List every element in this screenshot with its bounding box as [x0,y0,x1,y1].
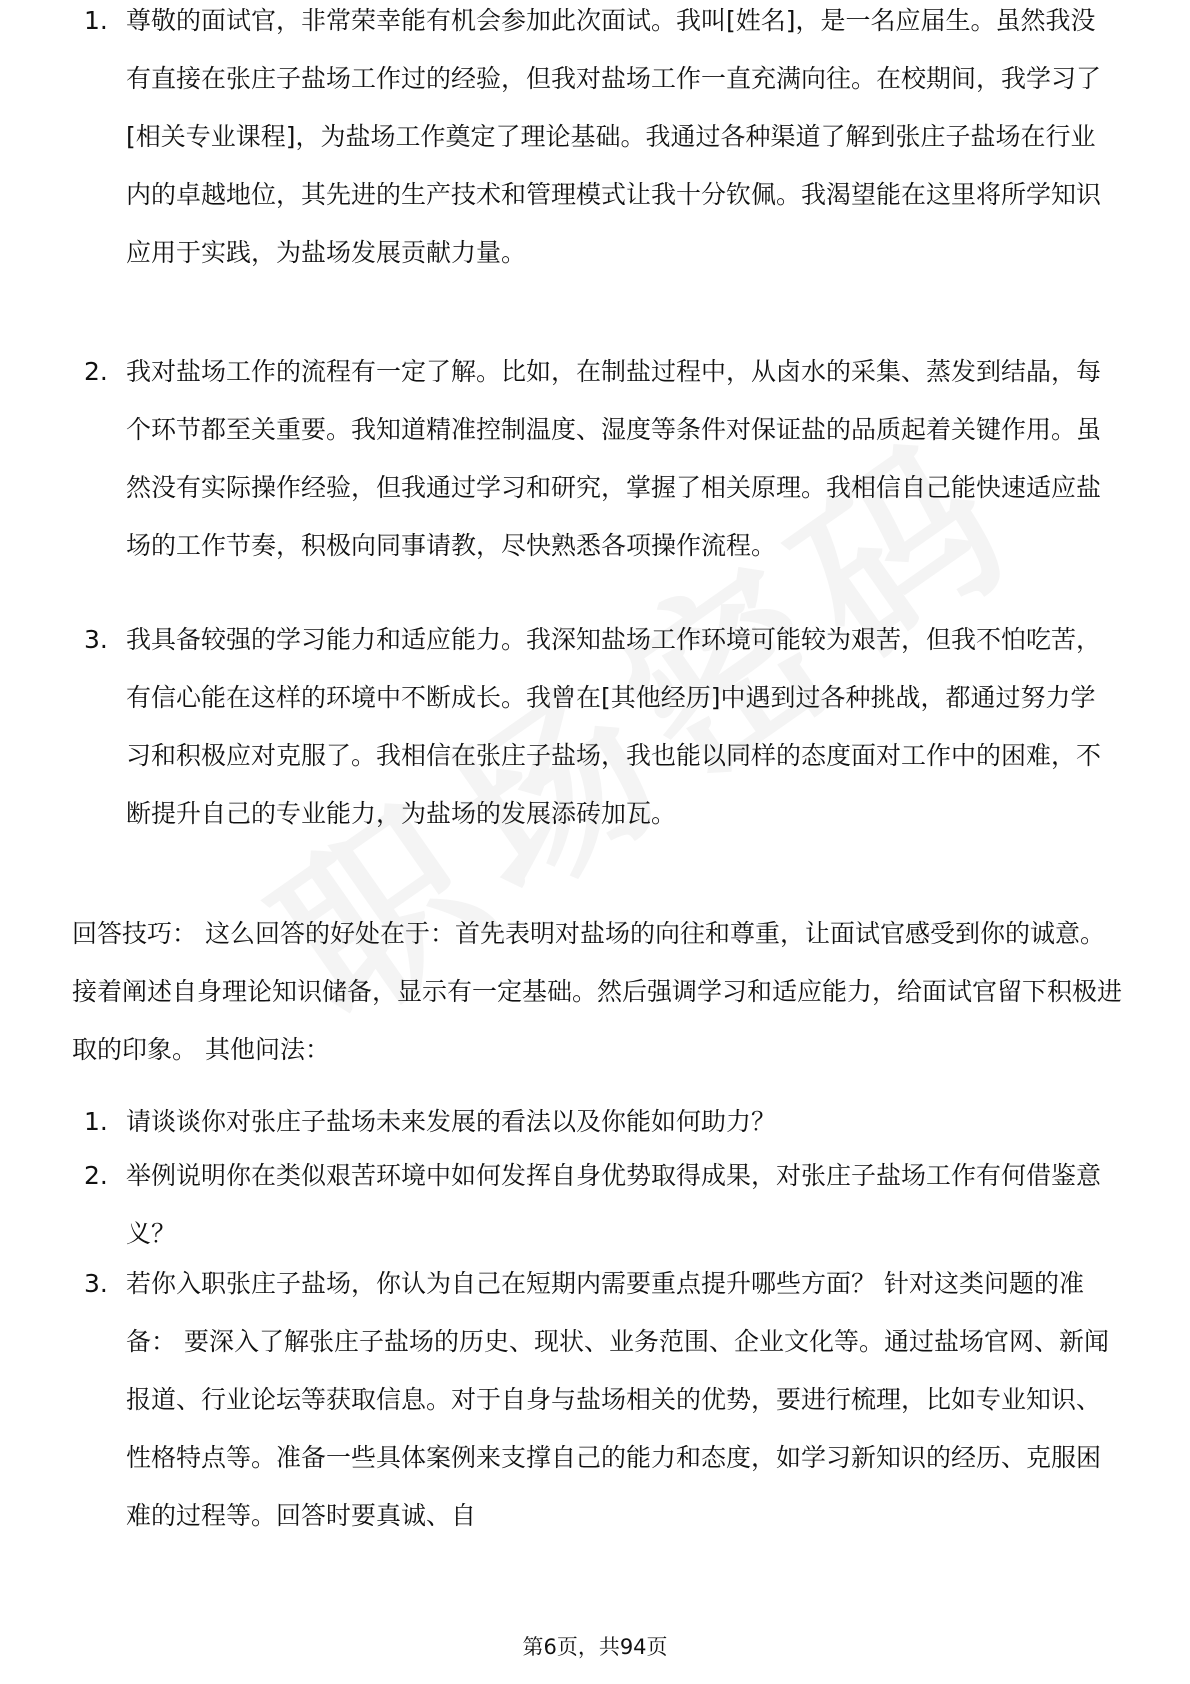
list-text: 我具备较强的学习能力和适应能力。我深知盐场工作环境可能较为艰苦，但我不怕吃苦，有信心能在这样的环境中不断成长。我曾在[其他经历]中遇到过各种挑战，都通过努力学习和积极应对克服了。我相信在张庄子盐场，我也能以同样的态度面对工作中的困难，不断提升自己的专业能力，为盐场的发展添砖加瓦。 [126,625,1102,828]
list-item [0,1093,1118,1151]
list-text: 我对盐场工作的流程有一定了解。比如，在制盐过程中，从卤水的采集、蒸发到结晶，每个环节都至关重要。我知道精准控制温度、湿度等条件对保证盐的品质起着关键作用。虽然没有实际操作经验，但我通过学习和研究，掌握了相关原理。我相信自己能快速适应盐场的工作节奏，积极向同事请教，尽快熟悉各项操作流程。 [126,357,1102,560]
list-number: 3. [84,625,108,654]
list-item [0,1147,1118,1263]
list-number: 1. [84,1107,108,1136]
list-number: 1. [84,6,108,35]
list-text: 请谈谈你对张庄子盐场未来发展的看法以及你能如何助力？ [126,1107,777,1136]
answer-tips-paragraph: 回答技巧： 这么回答的好处在于：首先表明对盐场的向往和尊重，让面试官感受到你的诚意。接着阐述自身理论知识储备，显示有一定基础。然后强调学习和适应能力，给面试官留下积极进取的印象。 其他问法： [72,919,1123,1064]
list-number: 2. [84,357,108,386]
list-text: 尊敬的面试官，非常荣幸能有机会参加此次面试。我叫[姓名]，是一名应届生。虽然我没有直接在张庄子盐场工作过的经验，但我对盐场工作一直充满向往。在校期间，我学习了[相关专业课程]，为盐场工作奠定了理论基础。我通过各种渠道了解到张庄子盐场在行业内的卓越地位，其先进的生产技术和管理模式让我十分钦佩。我渴望能在这里将所学知识应用于实践，为盐场发展贡献力量。 [126,6,1102,267]
list-text: 若你入职张庄子盐场，你认为自己在短期内需要重点提升哪些方面？ 针对这类问题的准备： 要深入了解张庄子盐场的历史、现状、业务范围、企业文化等。通过盐场官网、新闻报道、行业论坛等获取信息。对于自身与盐场相关的优势，要进行梳理，比如专业知识、性格特点等。准备一些具体案例来支撑自己的能力和态度，如学习新知识的经历、克服困难的过程等。回答时要真诚、自 [126,1269,1109,1530]
list-number: 2. [84,1161,108,1190]
page-footer: 第6页，共94页 [522,1635,668,1659]
list-item [0,1255,1118,1545]
list-item [0,6,1118,282]
list-text: 举例说明你在类似艰苦环境中如何发挥自身优势取得成果，对张庄子盐场工作有何借鉴意义？ [126,1161,1102,1248]
list-item [0,611,1118,843]
list-item [0,343,1118,575]
list-number: 3. [84,1269,108,1298]
